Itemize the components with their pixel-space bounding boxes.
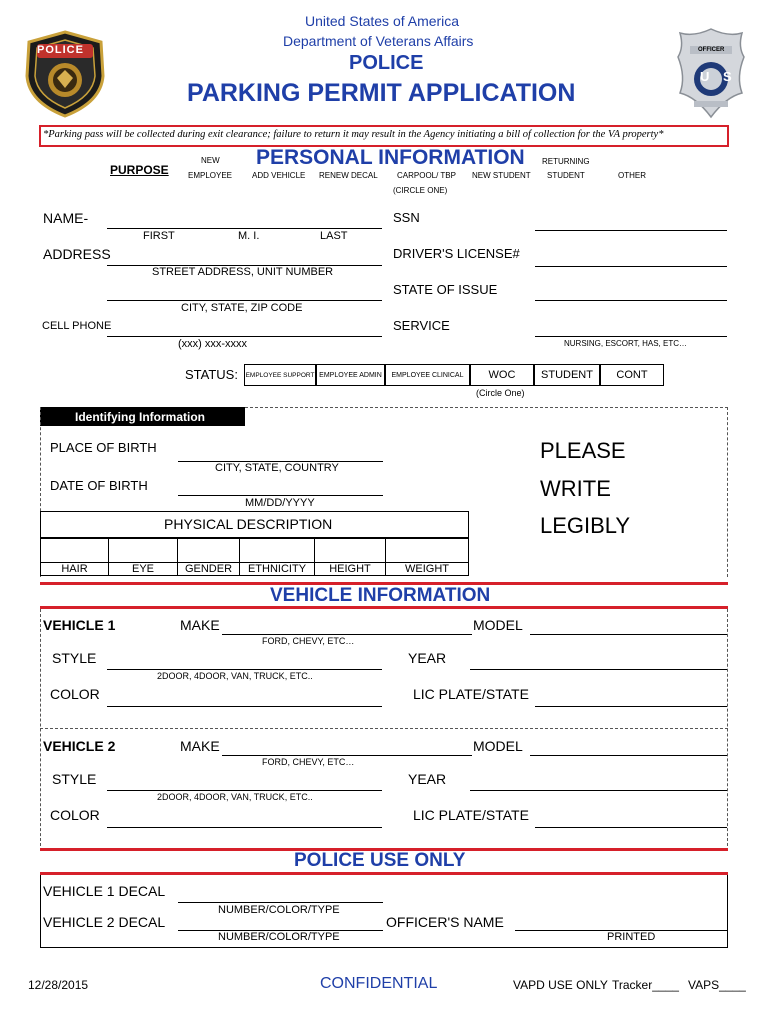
v1-make-label: MAKE xyxy=(180,617,220,633)
phone-hint: (xxx) xxx-xxxx xyxy=(178,338,248,350)
purpose-label: PURPOSE xyxy=(110,163,169,177)
ssn-field[interactable] xyxy=(535,230,727,231)
state-issue-field[interactable] xyxy=(535,300,727,301)
purpose-option-new-student[interactable]: NEW STUDENT xyxy=(472,171,531,180)
address-label: ADDRESS xyxy=(43,246,111,262)
v2-year-field[interactable] xyxy=(470,790,727,791)
city-hint: CITY, STATE, ZIP CODE xyxy=(181,302,303,314)
badge-top-text: OFFICER xyxy=(698,47,725,53)
please-text: PLEASE xyxy=(540,438,626,463)
purpose-option-other[interactable]: OTHER xyxy=(618,171,646,180)
police-use-bottom-rule xyxy=(40,872,728,875)
first-hint: FIRST xyxy=(143,230,175,242)
pob-label: PLACE OF BIRTH xyxy=(50,440,157,455)
footer-tracker: Tracker____ xyxy=(612,978,679,992)
decal1-label: VEHICLE 1 DECAL xyxy=(43,883,166,899)
police-use-left-border xyxy=(40,875,41,947)
v1-color-field[interactable] xyxy=(107,706,382,707)
v1-model-label: MODEL xyxy=(473,617,523,633)
printed-hint: PRINTED xyxy=(607,931,656,943)
circle-one-hint-status: (Circle One) xyxy=(476,388,525,398)
identifying-right-border xyxy=(727,407,728,577)
eye-label-cell: EYE xyxy=(108,562,178,576)
badge-letters: U S xyxy=(700,69,732,84)
service-field[interactable] xyxy=(535,336,727,337)
status-option-student[interactable]: STUDENT xyxy=(534,364,600,386)
purpose-option-returning-top[interactable]: RETURNING xyxy=(542,157,590,166)
status-option-employee-support[interactable]: EMPLOYEE SUPPORT xyxy=(244,364,316,386)
hair-cell[interactable] xyxy=(40,538,109,563)
footer-date: 12/28/2015 xyxy=(28,978,89,992)
height-cell[interactable] xyxy=(314,538,386,563)
cell-phone-field[interactable] xyxy=(107,336,382,337)
hair-label-cell: HAIR xyxy=(40,562,109,576)
ethnicity-label-cell: ETHNICITY xyxy=(239,562,315,576)
decal2-label: VEHICLE 2 DECAL xyxy=(43,914,166,930)
v1-model-field[interactable] xyxy=(530,634,727,635)
street-hint: STREET ADDRESS, UNIT NUMBER xyxy=(152,266,334,278)
v1-year-label: YEAR xyxy=(408,650,447,666)
mi-hint: M. I. xyxy=(238,230,260,242)
service-label: SERVICE xyxy=(393,318,450,333)
v2-style-field[interactable] xyxy=(107,790,382,791)
dob-hint: MM/DD/YYYY xyxy=(245,497,315,509)
circle-one-hint: (CIRCLE ONE) xyxy=(393,186,448,195)
gender-cell[interactable] xyxy=(177,538,240,563)
v1-year-field[interactable] xyxy=(470,669,727,670)
vehicle1-label: VEHICLE 1 xyxy=(43,617,116,633)
purpose-option-add-vehicle[interactable]: ADD VEHICLE xyxy=(252,171,306,180)
police-use-heading: POLICE USE ONLY xyxy=(294,850,466,871)
purpose-option-new-employee[interactable]: EMPLOYEE xyxy=(188,171,233,180)
v2-make-field[interactable] xyxy=(222,755,472,756)
header-line1: United States of America xyxy=(305,13,460,29)
purpose-option-renew-decal[interactable]: RENEW DECAL xyxy=(319,171,378,180)
state-issue-label: STATE OF ISSUE xyxy=(393,282,498,297)
vehicle-right-border xyxy=(727,609,728,851)
service-hint: NURSING, ESCORT, HAS, ETC… xyxy=(564,339,687,348)
v2-model-label: MODEL xyxy=(473,738,523,754)
vehicle-heading: VEHICLE INFORMATION xyxy=(270,585,491,606)
decal2-hint: NUMBER/COLOR/TYPE xyxy=(218,931,340,943)
header-police: POLICE xyxy=(349,52,424,74)
physical-grid xyxy=(40,538,469,576)
footer-confidential: CONFIDENTIAL xyxy=(320,975,438,992)
pob-hint: CITY, STATE, COUNTRY xyxy=(215,462,339,474)
cell-phone-label: CELL PHONE xyxy=(42,320,112,332)
v2-style-label: STYLE xyxy=(52,771,97,787)
footer-vaps: VAPS____ xyxy=(688,978,746,992)
drivers-license-field[interactable] xyxy=(535,266,727,267)
status-option-employee-clinical[interactable]: EMPLOYEE CLINICAL xyxy=(385,364,470,386)
v2-model-field[interactable] xyxy=(530,755,727,756)
footer-vapd: VAPD USE ONLY xyxy=(513,978,608,992)
dob-field[interactable] xyxy=(178,495,383,496)
status-option-employee-admin[interactable]: EMPLOYEE ADMIN xyxy=(316,364,385,386)
officer-name-label: OFFICER'S NAME xyxy=(386,914,504,930)
vehicle-bottom-rule xyxy=(40,606,728,609)
drivers-license-label: DRIVER'S LICENSE# xyxy=(393,246,520,261)
v1-plate-label: LIC PLATE/STATE xyxy=(413,686,529,702)
vehicle-divider xyxy=(40,728,728,729)
status-option-cont[interactable]: CONT xyxy=(600,364,664,386)
name-label: NAME- xyxy=(43,210,89,226)
dob-label: DATE OF BIRTH xyxy=(50,478,148,493)
v1-make-field[interactable] xyxy=(222,634,472,635)
purpose-option-carpool[interactable]: CARPOOL/ TBP xyxy=(397,171,456,180)
v2-color-field[interactable] xyxy=(107,827,382,828)
name-field[interactable] xyxy=(107,228,382,229)
last-hint: LAST xyxy=(320,230,348,242)
weight-cell[interactable] xyxy=(385,538,469,563)
decal1-hint: NUMBER/COLOR/TYPE xyxy=(218,904,340,916)
v1-style-label: STYLE xyxy=(52,650,97,666)
weight-label-cell: WEIGHT xyxy=(385,562,469,576)
identifying-heading: Identifying Information xyxy=(75,410,205,424)
legibly-text: LEGIBLY xyxy=(540,513,631,538)
police-logo-text: POLICE xyxy=(37,44,84,56)
status-option-woc[interactable]: WOC xyxy=(470,364,534,386)
ssn-label: SSN xyxy=(393,210,420,225)
status-label: STATUS: xyxy=(185,367,238,382)
decal1-field[interactable] xyxy=(178,902,383,903)
header-line2: Department of Veterans Affairs xyxy=(283,33,474,49)
physical-description-heading: PHYSICAL DESCRIPTION xyxy=(164,516,333,532)
v1-style-hint: 2DOOR, 4DOOR, VAN, TRUCK, ETC.. xyxy=(157,671,313,681)
eye-cell[interactable] xyxy=(108,538,178,563)
v1-style-field[interactable] xyxy=(107,669,382,670)
page-title: PARKING PERMIT APPLICATION xyxy=(187,79,576,107)
personal-heading: PERSONAL INFORMATION xyxy=(256,146,525,169)
notice-text: *Parking pass will be collected during exit clearance; failure to return it may result in the Agency initiating a bill of collection for the VA property* xyxy=(43,129,664,140)
purpose-option-returning-student[interactable]: STUDENT xyxy=(547,171,585,180)
v1-color-label: COLOR xyxy=(50,686,100,702)
v2-plate-field[interactable] xyxy=(535,827,727,828)
write-text: WRITE xyxy=(540,476,611,501)
police-use-bottom-border xyxy=(40,947,728,948)
v2-make-label: MAKE xyxy=(180,738,220,754)
city-state-zip-field[interactable] xyxy=(107,300,382,301)
height-label-cell: HEIGHT xyxy=(314,562,386,576)
v1-plate-field[interactable] xyxy=(535,706,727,707)
purpose-option-new-employee-top[interactable]: NEW xyxy=(201,156,220,165)
ethnicity-cell[interactable] xyxy=(239,538,315,563)
v2-style-hint: 2DOOR, 4DOOR, VAN, TRUCK, ETC.. xyxy=(157,792,313,802)
vehicle-left-border xyxy=(40,609,41,851)
police-use-right-border xyxy=(727,875,728,947)
v2-color-label: COLOR xyxy=(50,807,100,823)
v2-make-hint: FORD, CHEVY, ETC… xyxy=(262,757,355,767)
vehicle2-label: VEHICLE 2 xyxy=(43,738,116,754)
v2-plate-label: LIC PLATE/STATE xyxy=(413,807,529,823)
gender-label-cell: GENDER xyxy=(177,562,240,576)
v2-year-label: YEAR xyxy=(408,771,447,787)
v1-make-hint: FORD, CHEVY, ETC… xyxy=(262,636,355,646)
